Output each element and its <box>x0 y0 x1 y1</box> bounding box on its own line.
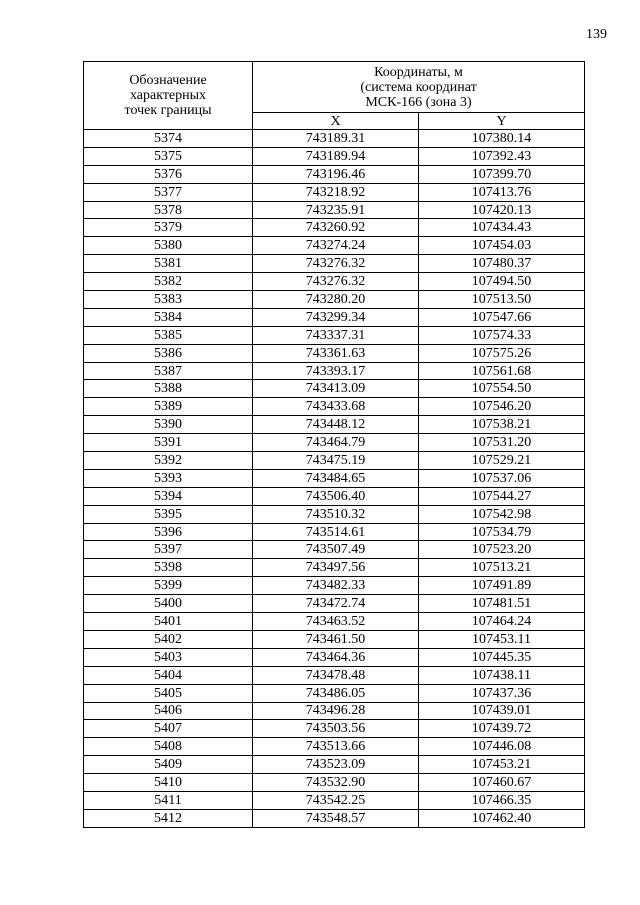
cell-point: 5404 <box>84 666 253 684</box>
table-row <box>84 809 585 827</box>
cell-point: 5387 <box>84 362 253 380</box>
table-row <box>84 702 585 720</box>
cell-x: 743482.33 <box>253 577 419 595</box>
cell-y: 107464.24 <box>419 613 585 631</box>
header-coords-line-2: (система координат <box>360 79 477 95</box>
coordinates-table <box>83 61 585 828</box>
cell-point: 5382 <box>84 273 253 291</box>
table-row <box>84 577 585 595</box>
table-row <box>84 666 585 684</box>
cell-point: 5408 <box>84 738 253 756</box>
cell-x: 743361.63 <box>253 344 419 362</box>
cell-y: 107544.27 <box>419 487 585 505</box>
table-row <box>84 774 585 792</box>
cell-y: 107453.11 <box>419 630 585 648</box>
cell-y: 107437.36 <box>419 684 585 702</box>
cell-x: 743448.12 <box>253 416 419 434</box>
cell-x: 743484.65 <box>253 469 419 487</box>
cell-y: 107392.43 <box>419 147 585 165</box>
cell-point: 5393 <box>84 469 253 487</box>
table-row <box>84 147 585 165</box>
cell-point: 5409 <box>84 756 253 774</box>
table-row <box>84 380 585 398</box>
cell-point: 5411 <box>84 791 253 809</box>
table-row <box>84 308 585 326</box>
cell-point: 5376 <box>84 165 253 183</box>
cell-y: 107547.66 <box>419 308 585 326</box>
table-row <box>84 398 585 416</box>
cell-x: 743260.92 <box>253 219 419 237</box>
cell-point: 5399 <box>84 577 253 595</box>
header-y <box>419 113 585 130</box>
cell-y: 107438.11 <box>419 666 585 684</box>
table-row <box>84 183 585 201</box>
cell-x: 743299.34 <box>253 308 419 326</box>
cell-point: 5374 <box>84 130 253 148</box>
cell-y: 107446.08 <box>419 738 585 756</box>
cell-point: 5396 <box>84 523 253 541</box>
table-row <box>84 684 585 702</box>
cell-y: 107439.01 <box>419 702 585 720</box>
cell-y: 107523.20 <box>419 541 585 559</box>
cell-y: 107529.21 <box>419 452 585 470</box>
table-row <box>84 487 585 505</box>
cell-x: 743274.24 <box>253 237 419 255</box>
cell-x: 743532.90 <box>253 774 419 792</box>
cell-y: 107513.50 <box>419 291 585 309</box>
cell-x: 743548.57 <box>253 809 419 827</box>
table-row <box>84 505 585 523</box>
table-row <box>84 130 585 148</box>
cell-y: 107537.06 <box>419 469 585 487</box>
table-row <box>84 255 585 273</box>
cell-point: 5386 <box>84 344 253 362</box>
cell-x: 743235.91 <box>253 201 419 219</box>
cell-point: 5375 <box>84 147 253 165</box>
cell-y: 107574.33 <box>419 326 585 344</box>
header-coords-line-1: Координаты, м <box>374 64 463 80</box>
cell-point: 5388 <box>84 380 253 398</box>
cell-point: 5378 <box>84 201 253 219</box>
cell-x: 743496.28 <box>253 702 419 720</box>
cell-y: 107481.51 <box>419 595 585 613</box>
cell-point: 5405 <box>84 684 253 702</box>
cell-point: 5380 <box>84 237 253 255</box>
cell-y: 107554.50 <box>419 380 585 398</box>
cell-x: 743510.32 <box>253 505 419 523</box>
cell-x: 743513.66 <box>253 738 419 756</box>
cell-y: 107542.98 <box>419 505 585 523</box>
table-row <box>84 541 585 559</box>
cell-point: 5402 <box>84 630 253 648</box>
table-row <box>84 720 585 738</box>
cell-x: 743189.94 <box>253 147 419 165</box>
cell-y: 107399.70 <box>419 165 585 183</box>
cell-x: 743486.05 <box>253 684 419 702</box>
header-point-designation <box>84 62 253 130</box>
cell-x: 743337.31 <box>253 326 419 344</box>
table-row <box>84 416 585 434</box>
cell-x: 743478.48 <box>253 666 419 684</box>
cell-point: 5406 <box>84 702 253 720</box>
table-row <box>84 452 585 470</box>
cell-x: 743475.19 <box>253 452 419 470</box>
cell-y: 107546.20 <box>419 398 585 416</box>
header-coords-line-3: МСК-166 (зона 3) <box>365 94 472 110</box>
cell-point: 5412 <box>84 809 253 827</box>
table-row <box>84 469 585 487</box>
table-row <box>84 791 585 809</box>
cell-y: 107491.89 <box>419 577 585 595</box>
table-row <box>84 756 585 774</box>
cell-point: 5383 <box>84 291 253 309</box>
cell-x: 743189.31 <box>253 130 419 148</box>
cell-y: 107466.35 <box>419 791 585 809</box>
cell-y: 107494.50 <box>419 273 585 291</box>
table-row <box>84 595 585 613</box>
header-point-line-2: характерных <box>129 88 207 103</box>
cell-y: 107454.03 <box>419 237 585 255</box>
cell-point: 5384 <box>84 308 253 326</box>
cell-point: 5394 <box>84 487 253 505</box>
table-row <box>84 362 585 380</box>
cell-point: 5400 <box>84 595 253 613</box>
cell-x: 743464.79 <box>253 434 419 452</box>
cell-x: 743433.68 <box>253 398 419 416</box>
cell-point: 5395 <box>84 505 253 523</box>
cell-y: 107513.21 <box>419 559 585 577</box>
header-x <box>253 113 419 130</box>
table-row <box>84 326 585 344</box>
cell-y: 107575.26 <box>419 344 585 362</box>
cell-point: 5381 <box>84 255 253 273</box>
table-body <box>84 130 585 828</box>
table-row <box>84 738 585 756</box>
cell-point: 5401 <box>84 613 253 631</box>
cell-y: 107380.14 <box>419 130 585 148</box>
cell-y: 107480.37 <box>419 255 585 273</box>
cell-point: 5392 <box>84 452 253 470</box>
cell-y: 107434.43 <box>419 219 585 237</box>
cell-point: 5377 <box>84 183 253 201</box>
cell-x: 743507.49 <box>253 541 419 559</box>
cell-x: 743461.50 <box>253 630 419 648</box>
header-y-label: Y <box>496 114 507 129</box>
cell-x: 743472.74 <box>253 595 419 613</box>
header-point-line-3: точек границы <box>124 103 212 118</box>
cell-point: 5390 <box>84 416 253 434</box>
cell-point: 5385 <box>84 326 253 344</box>
table-row <box>84 523 585 541</box>
cell-x: 743497.56 <box>253 559 419 577</box>
cell-x: 743506.40 <box>253 487 419 505</box>
table-row <box>84 237 585 255</box>
cell-point: 5389 <box>84 398 253 416</box>
cell-x: 743196.46 <box>253 165 419 183</box>
table-row <box>84 613 585 631</box>
cell-y: 107534.79 <box>419 523 585 541</box>
cell-point: 5391 <box>84 434 253 452</box>
cell-point: 5397 <box>84 541 253 559</box>
cell-x: 743413.09 <box>253 380 419 398</box>
cell-x: 743523.09 <box>253 756 419 774</box>
cell-point: 5403 <box>84 648 253 666</box>
cell-y: 107413.76 <box>419 183 585 201</box>
cell-y: 107439.72 <box>419 720 585 738</box>
cell-y: 107531.20 <box>419 434 585 452</box>
cell-y: 107453.21 <box>419 756 585 774</box>
cell-y: 107460.67 <box>419 774 585 792</box>
table-row <box>84 648 585 666</box>
cell-x: 743276.32 <box>253 273 419 291</box>
table-row <box>84 630 585 648</box>
header-x-label: X <box>330 114 341 129</box>
cell-point: 5410 <box>84 774 253 792</box>
cell-y: 107561.68 <box>419 362 585 380</box>
cell-x: 743542.25 <box>253 791 419 809</box>
table-row <box>84 559 585 577</box>
header-point-line-1: Обозначение <box>129 73 207 88</box>
cell-x: 743464.36 <box>253 648 419 666</box>
cell-y: 107462.40 <box>419 809 585 827</box>
cell-y: 107538.21 <box>419 416 585 434</box>
header-coordinates <box>253 62 585 113</box>
table-row <box>84 344 585 362</box>
cell-x: 743463.52 <box>253 613 419 631</box>
table-row <box>84 434 585 452</box>
table-row <box>84 273 585 291</box>
table-row <box>84 201 585 219</box>
cell-x: 743280.20 <box>253 291 419 309</box>
table-row <box>84 165 585 183</box>
cell-point: 5398 <box>84 559 253 577</box>
cell-x: 743514.61 <box>253 523 419 541</box>
cell-point: 5407 <box>84 720 253 738</box>
cell-x: 743503.56 <box>253 720 419 738</box>
table-row <box>84 291 585 309</box>
cell-x: 743276.32 <box>253 255 419 273</box>
cell-y: 107420.13 <box>419 201 585 219</box>
cell-point: 5379 <box>84 219 253 237</box>
cell-y: 107445.35 <box>419 648 585 666</box>
table-row <box>84 219 585 237</box>
page-number: 139 <box>586 27 607 42</box>
cell-x: 743218.92 <box>253 183 419 201</box>
cell-x: 743393.17 <box>253 362 419 380</box>
